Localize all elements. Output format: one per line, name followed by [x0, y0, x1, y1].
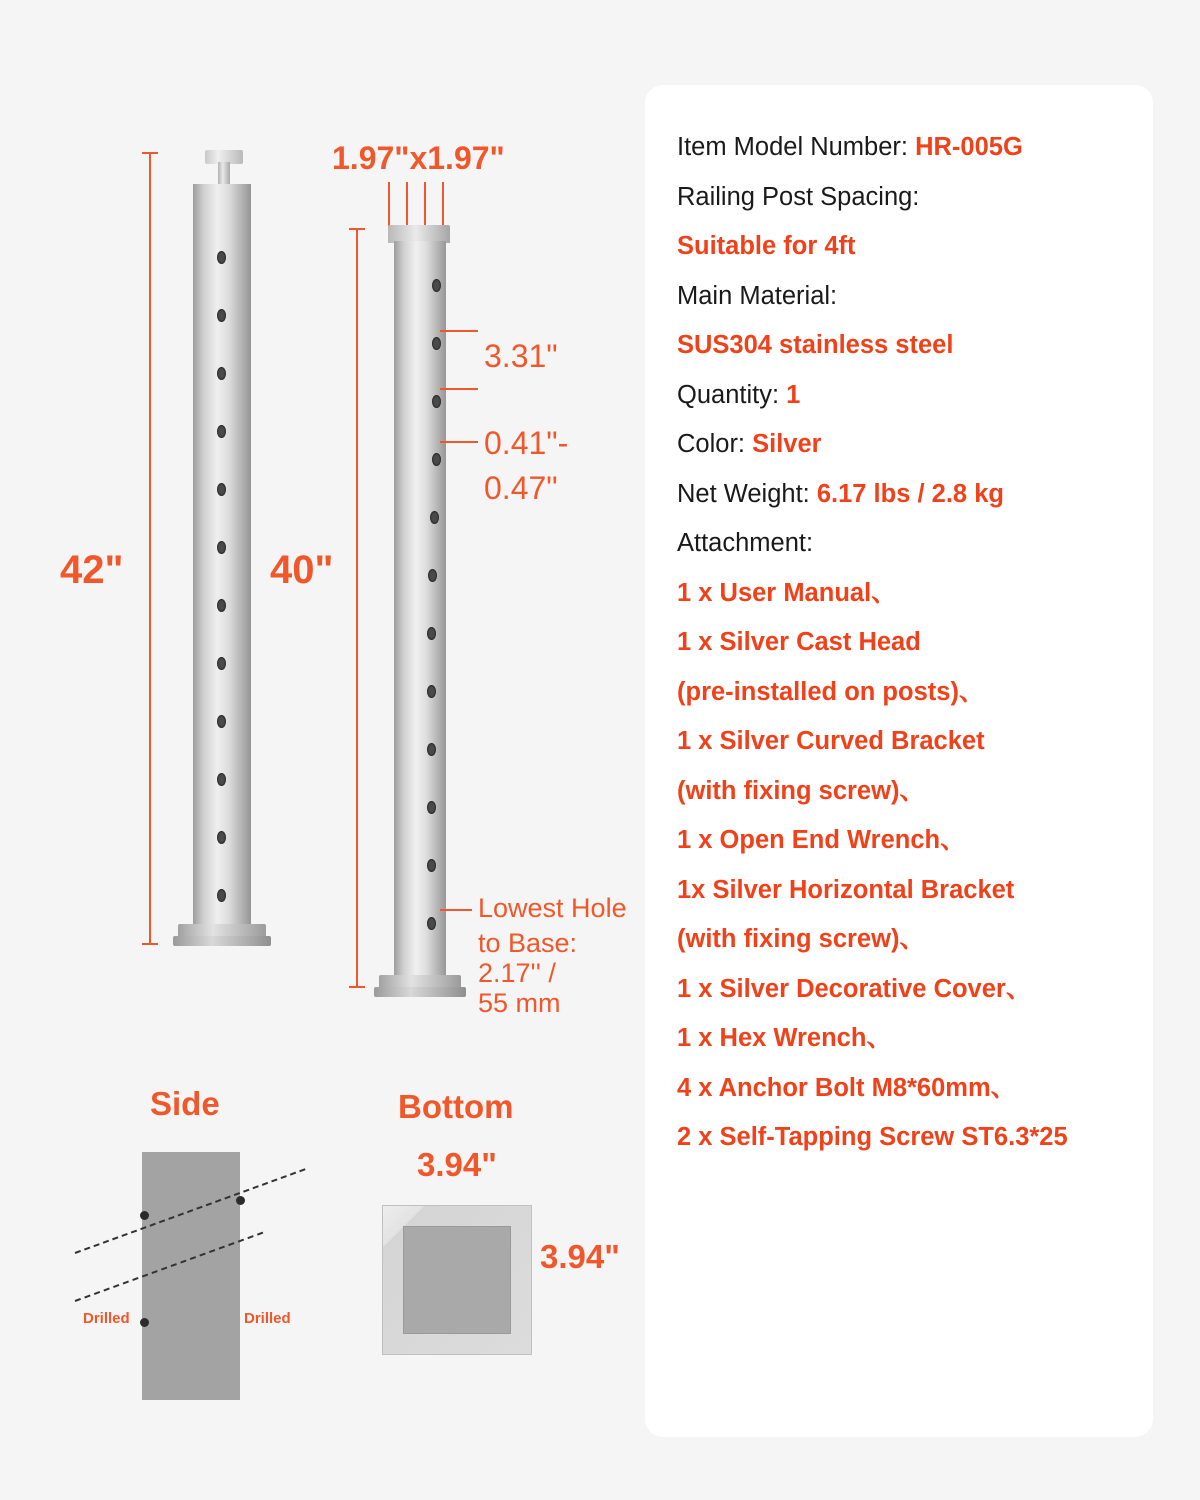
- drilled-label-left: Drilled: [83, 1310, 130, 1327]
- drilled-label-right: Drilled: [244, 1310, 291, 1327]
- post-hole: [217, 657, 226, 670]
- attachment-item: 1 x Silver Curved Bracket: [677, 727, 985, 755]
- attachment-item: 1 x Hex Wrench、: [677, 1024, 892, 1052]
- post-hole: [217, 541, 226, 554]
- width-leader-2: [406, 182, 408, 228]
- attachment-item: 1 x Open End Wrench、: [677, 826, 966, 854]
- post-hole: [428, 569, 437, 582]
- width-leader-4: [442, 182, 444, 228]
- attachment-item: (pre-installed on posts)、: [677, 677, 985, 706]
- post-hole: [432, 395, 441, 408]
- drill-point-left-upper: [140, 1211, 149, 1220]
- base-plate-bottom-view: [382, 1205, 532, 1355]
- drill-point-left-lower: [140, 1318, 149, 1327]
- dim-40-line: [356, 228, 358, 988]
- dim-42-bottom-cap: [142, 943, 158, 945]
- attachment-item: 1 x Silver Cast Head: [677, 628, 921, 656]
- attachment-item: 1 x Silver Decorative Cover、: [677, 974, 1032, 1003]
- post-hole: [427, 859, 436, 872]
- spec-material-label: Main Material:: [677, 281, 838, 310]
- post-hole: [217, 483, 226, 496]
- attachment-item: 1x Silver Horizontal Bracket: [677, 875, 1015, 904]
- dim-42-line: [149, 152, 151, 945]
- spec-material-value: SUS304 stainless steel: [677, 331, 954, 359]
- diameter-leader: [440, 441, 478, 443]
- post-hole: [217, 773, 226, 786]
- post-hole: [217, 309, 226, 322]
- dim-hole-diameter-line2: 0.47": [484, 470, 558, 506]
- lowest-hole-leader: [440, 909, 472, 911]
- post-hole: [217, 367, 226, 380]
- dim-hole-diameter-line1: 0.41"-: [484, 425, 569, 461]
- spec-weight-label: Net Weight:: [677, 479, 817, 508]
- post-hole: [427, 627, 436, 640]
- spec-color-label: Color:: [677, 430, 753, 458]
- width-leader-3: [424, 182, 426, 228]
- spec-color-value: Silver: [752, 430, 822, 458]
- spec-quantity-value: 1: [786, 380, 801, 409]
- post-42-body: [193, 184, 251, 924]
- spec-quantity-label: Quantity:: [677, 380, 787, 409]
- attachment-item: 1 x User Manual、: [677, 578, 897, 607]
- post-hole: [217, 715, 226, 728]
- post-hole: [217, 599, 226, 612]
- lowest-hole-label-line4: 55 mm: [478, 988, 561, 1018]
- dim-40-bottom-cap: [349, 986, 365, 988]
- post-hole: [427, 917, 436, 930]
- spec-model-value: HR-005G: [915, 133, 1023, 161]
- lowest-hole-label-line3: 2.17'' /: [478, 958, 556, 988]
- attachment-item: 4 x Anchor Bolt M8*60mm、: [677, 1073, 1017, 1102]
- bottom-width-label: 3.94": [417, 1146, 497, 1183]
- dim-hole-spacing-label: 3.31": [484, 338, 558, 374]
- dim-width-label: 1.97"x1.97": [332, 140, 505, 176]
- spec-spacing-value: Suitable for 4ft: [677, 232, 856, 260]
- attachment-item: (with fixing screw)、: [677, 776, 925, 805]
- post-hole: [217, 251, 226, 264]
- spacing-leader-top: [440, 330, 478, 332]
- post-hole: [427, 801, 436, 814]
- post-hole: [430, 511, 439, 524]
- post-hole: [432, 453, 441, 466]
- spec-model-label: Item Model Number:: [677, 133, 916, 161]
- post-hole: [217, 831, 226, 844]
- dim-42-label: 42": [60, 548, 124, 592]
- lowest-hole-label-line1: Lowest Hole: [478, 893, 627, 923]
- base-plate-inner-square: [403, 1226, 511, 1334]
- post-40-base-plate-lower: [374, 987, 466, 997]
- width-leader-1: [388, 182, 390, 228]
- bottom-view-title: Bottom: [398, 1088, 514, 1125]
- cast-head-neck: [218, 162, 230, 186]
- drill-point-right-upper: [236, 1196, 245, 1205]
- side-view-post: [142, 1152, 240, 1400]
- post-40-body: [394, 241, 446, 976]
- spec-weight-value: 6.17 lbs / 2.8 kg: [816, 479, 1004, 508]
- side-view-title: Side: [150, 1085, 220, 1122]
- spec-spacing-label: Railing Post Spacing:: [677, 182, 920, 211]
- dim-40-label: 40": [270, 548, 334, 592]
- post-hole: [217, 889, 226, 902]
- post-hole: [432, 337, 441, 350]
- spec-model-row: [677, 135, 1137, 161]
- spacing-leader-bottom: [440, 388, 478, 390]
- lowest-hole-label-line2: to Base:: [478, 928, 578, 958]
- post-hole: [217, 425, 226, 438]
- attachment-item: 2 x Self-Tapping Screw ST6.3*25: [677, 1123, 1068, 1151]
- spec-card: [645, 85, 1153, 1437]
- post-hole: [427, 685, 436, 698]
- attachment-item: (with fixing screw)、: [677, 925, 925, 953]
- spec-list: [677, 135, 1137, 1175]
- spec-attachment-label: Attachment:: [677, 529, 814, 557]
- spec-quantity-row: [677, 380, 1137, 409]
- bottom-height-label: 3.94": [540, 1238, 620, 1275]
- spec-weight-row: [677, 479, 1137, 508]
- post-42-base-plate-lower: [173, 936, 271, 946]
- post-hole: [427, 743, 436, 756]
- spec-color-row: [677, 432, 1137, 458]
- post-hole: [432, 279, 441, 292]
